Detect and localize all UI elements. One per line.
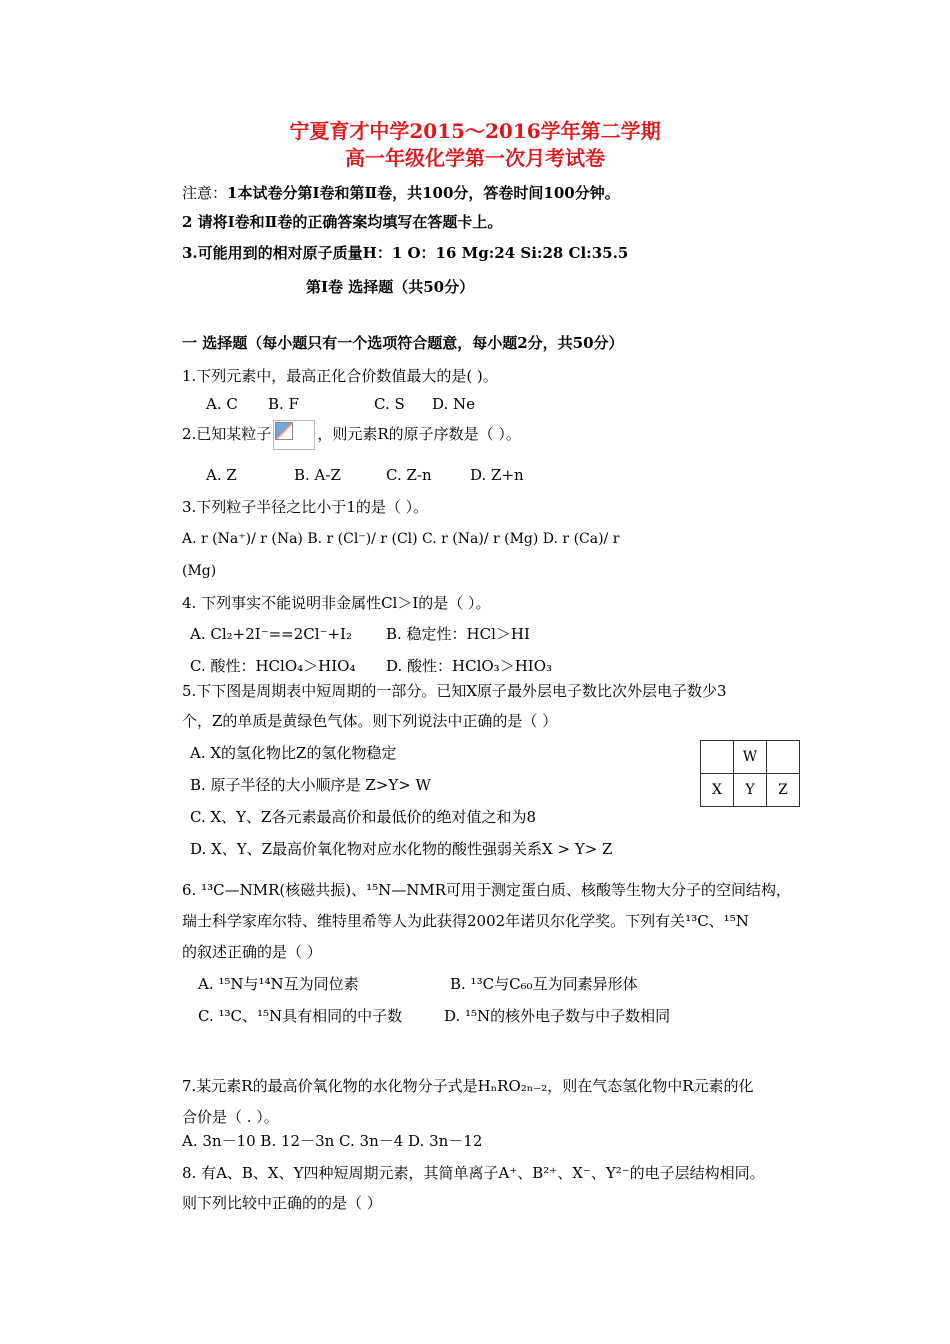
q4-option-a: A. Cl₂+2I⁻==2Cl⁻+I₂	[190, 625, 352, 643]
q2-option-b: B. A-Z	[294, 466, 341, 484]
q6-option-d: D. ¹⁵N的核外电子数与中子数相同	[444, 1007, 671, 1025]
exam-title-line1: 宁夏育才中学2015～2016学年第二学期	[289, 119, 661, 143]
q6-options-row1	[198, 974, 638, 994]
q6-stem-line3: 的叙述正确的是（ ）	[182, 943, 322, 961]
q7-stem-line1: 7.某元素R的最高价氧化物的水化物分子式是HₙRO₂ₙ₋₂，则在气态氢化物中R元素的化	[182, 1077, 754, 1095]
q2-option-a: A. Z	[206, 466, 237, 484]
q6-option-c: C. ¹³C、¹⁵N具有相同的中子数	[198, 1007, 403, 1025]
q5-stem-line2: 个，Z的单质是黄绿色气体。则下列说法中正确的是（ ）	[182, 712, 558, 730]
q2-options	[206, 465, 524, 485]
q5-option-a: A. X的氢化物比Z的氢化物稳定	[190, 744, 397, 762]
q3-stem: 3.下列粒子半径之比小于1的是（ ）。	[182, 498, 429, 516]
q6-options-row2	[198, 1006, 670, 1026]
table-cell: X	[701, 774, 734, 807]
note-prefix: 注意：	[182, 184, 228, 202]
broken-image-icon	[275, 422, 293, 440]
part-title: 一 选择题（每小题只有一个选项符合题意，每小题2分，共50分）	[182, 334, 624, 352]
q1-option-c: C. S	[374, 395, 405, 413]
q8-stem-line1: 8. 有A、B、X、Y四种短周期元素，其简单离子A⁺、B²⁺、X⁻、Y²⁻的电子层结构相同。	[182, 1164, 765, 1182]
q6-option-b: B. ¹³C与C₆₀互为同素异形体	[450, 975, 638, 993]
q2-stem-post: ，则元素R的原子序数是（ ）。	[317, 425, 521, 443]
q3-options-line1: A. r (Na⁺)/ r (Na) B. r (Cl⁻)/ r (Cl) C. r (Na)/ r (Mg) D. r (Ca)/ r	[182, 531, 620, 547]
q7-options: A. 3n－10 B. 12－3n C. 3n－4 D. 3n－12	[182, 1132, 483, 1150]
table-cell: Y	[734, 774, 767, 807]
note-2: 2 请将Ⅰ卷和Ⅱ卷的正确答案均填写在答题卡上。	[182, 213, 503, 231]
table-cell	[767, 741, 800, 774]
q6-option-a: A. ¹⁵N与¹⁴N互为同位素	[198, 975, 359, 993]
q6-stem-line2: 瑞士科学家库尔特、维特里希等人为此获得2002年诺贝尔化学奖。下列有关¹³C、¹⁵N	[182, 912, 749, 930]
section-heading: 第Ⅰ卷 选择题（共50分）	[306, 278, 475, 296]
q4-option-d: D. 酸性：HClO₃＞HIO₃	[386, 657, 553, 675]
q1-stem: 1.下列元素中，最高正化合价数值最大的是( )。	[182, 367, 498, 385]
table-cell: W	[734, 741, 767, 774]
q2-option-c: C. Z-n	[386, 466, 432, 484]
table-cell: Z	[767, 774, 800, 807]
q1-option-b: B. F	[268, 395, 299, 413]
q2-stem-pre: 2.已知某粒子	[182, 425, 272, 443]
q4-option-c: C. 酸性：HClO₄＞HIO₄	[190, 657, 356, 675]
q7-stem-line2: 合价是（ . ）。	[182, 1108, 279, 1126]
q8-stem-line2: 则下列比较中正确的的是（ ）	[182, 1194, 382, 1212]
q5-option-d: D. X、Y、Z最高价氧化物对应水化物的酸性强弱关系X > Y> Z	[190, 840, 613, 858]
q3-options-line2: (Mg)	[182, 563, 217, 579]
note-3: 3.可能用到的相对原子质量H：1 O：16 Mg:24 Si:28 Cl:35.5	[182, 244, 629, 262]
q4-stem: 4. 下列事实不能说明非金属性Cl＞I的是（ ）。	[182, 594, 491, 612]
q4-options-row2	[190, 656, 552, 676]
note-1-text: 1本试卷分第Ⅰ卷和第Ⅱ卷，共100分，答卷时间100分钟。	[227, 184, 620, 202]
exam-title-line2: 高一年级化学第一次月考试卷	[345, 146, 605, 170]
q4-options-row1	[190, 624, 530, 644]
table-cell	[701, 741, 734, 774]
q6-stem-line1: 6. ¹³C—NMR(核磁共振)、¹⁵N—NMR可用于测定蛋白质、核酸等生物大分子的空间结构，	[182, 881, 791, 899]
q1-option-d: D. Ne	[432, 395, 476, 413]
q2-option-d: D. Z+n	[470, 466, 524, 484]
periodic-table-fragment	[700, 740, 800, 807]
q5-option-b: B. 原子半径的大小顺序是 Z>Y> W	[190, 776, 431, 794]
particle-formula-image	[273, 420, 315, 450]
q1-options	[206, 394, 475, 414]
q4-option-b: B. 稳定性：HCl＞HI	[386, 625, 530, 643]
q2-stem	[182, 420, 521, 450]
note-1	[182, 183, 620, 203]
periodic-table-row	[701, 741, 800, 774]
q1-option-a: A. C	[206, 395, 238, 413]
q5-option-c: C. X、Y、Z各元素最高价和最低价的绝对值之和为8	[190, 808, 537, 826]
periodic-table-row	[701, 774, 800, 807]
q5-stem-line1: 5.下下图是周期表中短周期的一部分。已知X原子最外层电子数比次外层电子数少3	[182, 682, 727, 700]
